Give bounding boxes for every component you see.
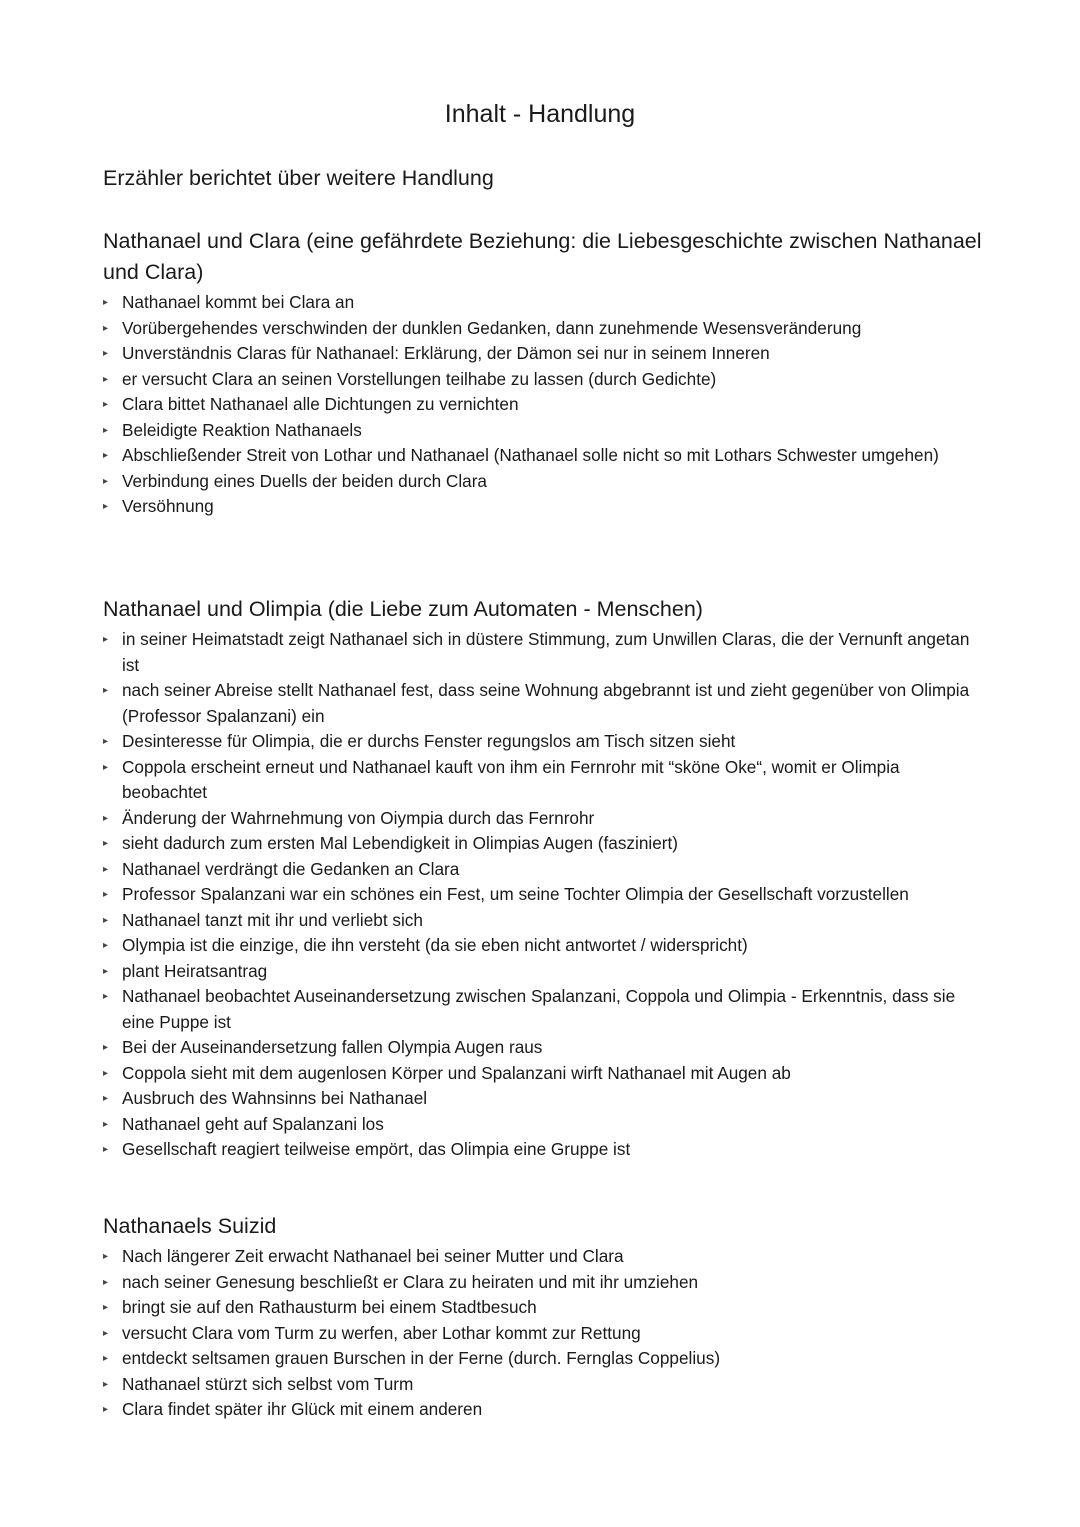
- list-item-text: Beleidigte Reaktion Nathanaels: [122, 419, 362, 440]
- list-item: [103, 1244, 983, 1270]
- list-item-text: Gesellschaft reagiert teilweise empört, das Olimpia eine Gruppe ist: [122, 1139, 631, 1159]
- list-item: [103, 469, 983, 495]
- list-item: [103, 1295, 983, 1321]
- bullet-icon: ▸: [103, 889, 109, 900]
- bullet-icon: ▸: [103, 450, 109, 461]
- list-item-text: nach seiner Genesung beschließt er Clara zu heiraten und mit ihr umziehen: [122, 1271, 699, 1292]
- list-item: [103, 806, 983, 832]
- list-item-text: Nathanael tanzt mit ihr und verliebt sich: [122, 909, 423, 930]
- bullet-icon: ▸: [103, 991, 109, 1002]
- bullet-icon: ▸: [103, 348, 109, 359]
- list-item: [103, 392, 983, 418]
- bullet-icon: ▸: [103, 812, 109, 824]
- list-item-text: Unverständnis Claras für Nathanael: Erklärung, der Dämon sei nur in seinem Inneren: [122, 343, 770, 363]
- bullet-icon: ▸: [103, 863, 109, 875]
- list-item: [103, 933, 983, 959]
- list-item: [103, 984, 983, 1035]
- list-item-text: bringt sie auf den Rathausturm bei einem Stadtbesuch: [122, 1297, 537, 1317]
- list-item: [103, 678, 983, 729]
- list-item: [103, 1086, 983, 1112]
- list-item-text: entdeckt seltsamen grauen Burschen in der Ferne (durch. Fernglas Coppelius): [122, 1348, 721, 1368]
- list-item-text: Nathanael kommt bei Clara an: [122, 292, 355, 312]
- bullet-icon: ▸: [103, 1118, 109, 1130]
- bullet-icon: ▸: [103, 424, 109, 436]
- list-item: [103, 1321, 983, 1347]
- list-item: [103, 857, 983, 883]
- bullet-list: [103, 1244, 983, 1423]
- page-title: Inhalt - Handlung: [444, 100, 636, 128]
- list-item: [103, 290, 983, 316]
- bullet-icon: ▸: [103, 1042, 109, 1053]
- bullet-icon: ▸: [103, 736, 109, 747]
- bullet-icon: ▸: [103, 501, 109, 512]
- list-item-text: Verbindung eines Duells der beiden durch Clara: [122, 470, 487, 491]
- list-item: [103, 627, 983, 678]
- list-item: [103, 729, 983, 755]
- bullet-icon: ▸: [103, 634, 109, 645]
- list-item: [103, 1397, 983, 1423]
- list-item: [103, 316, 983, 342]
- bullet-icon: ▸: [103, 761, 109, 773]
- list-item: [103, 1346, 983, 1372]
- list-item-text: er versucht Clara an seinen Vorstellungen teilhabe zu lassen (durch Gedichte): [122, 368, 717, 389]
- bullet-icon: ▸: [103, 838, 109, 849]
- list-item: [103, 1270, 983, 1296]
- list-item-text: Abschließender Streit von Lothar und Nathanael (Nathanael solle nicht so mit Lothars Schwester umgehen): [122, 445, 939, 465]
- bullet-icon: ▸: [103, 399, 109, 410]
- bullet-icon: ▸: [103, 1404, 109, 1415]
- bullet-icon: ▸: [103, 373, 109, 385]
- list-item: [103, 418, 983, 444]
- list-item-text: nach seiner Abreise stellt Nathanael fest, dass seine Wohnung abgebrannt ist und zieht gegenüber von Olimpia (Professor Spalanzani) ein: [122, 680, 970, 726]
- list-item-text: Coppola sieht mit dem augenlosen Körper und Spalanzani wirft Nathanael mit Augen ab: [122, 1062, 791, 1083]
- list-item: [103, 494, 983, 520]
- list-item-text: Clara bittet Nathanael alle Dichtungen zu vernichten: [122, 394, 519, 414]
- bullet-icon: ▸: [103, 1144, 109, 1155]
- intro-text: Erzähler berichtet über weitere Handlung: [103, 166, 494, 190]
- bullet-icon: ▸: [103, 475, 109, 487]
- bullet-icon: ▸: [103, 1353, 109, 1364]
- section-nathanael-clara: [103, 226, 983, 520]
- list-item: [103, 443, 983, 469]
- list-item: [103, 1372, 983, 1398]
- list-item-text: Bei der Auseinandersetzung fallen Olympia Augen raus: [122, 1037, 543, 1057]
- bullet-icon: ▸: [103, 965, 109, 977]
- list-item: [103, 1035, 983, 1061]
- bullet-icon: ▸: [103, 685, 109, 696]
- bullet-icon: ▸: [103, 1302, 109, 1313]
- list-item-text: plant Heiratsantrag: [122, 960, 268, 981]
- list-item: [103, 341, 983, 367]
- section-nathanael-olimpia: [103, 594, 983, 1163]
- list-item-text: Professor Spalanzani war ein schönes ein Fest, um seine Tochter Olimpia der Gesellschaft vorzustellen: [122, 884, 909, 904]
- list-item-text: Coppola erscheint erneut und Nathanael kauft von ihm ein Fernrohr mit “sköne Oke“, womit er Olimpia beobachtet: [122, 756, 900, 802]
- list-item: [103, 755, 983, 806]
- list-item: [103, 1112, 983, 1138]
- list-item-text: Olympia ist die einzige, die ihn versteht (da sie eben nicht antwortet / widerspricht): [122, 935, 748, 955]
- list-item-text: Nathanael beobachtet Auseinandersetzung zwischen Spalanzani, Coppola und Olimpia - Erkenntnis, dass sie eine Puppe ist: [122, 986, 956, 1032]
- list-item: [103, 959, 983, 985]
- bullet-icon: ▸: [103, 322, 109, 334]
- section-nathanaels-suizid: [103, 1211, 983, 1423]
- bullet-icon: ▸: [103, 1276, 109, 1288]
- bullet-icon: ▸: [103, 297, 109, 308]
- list-item: [103, 367, 983, 393]
- bullet-list: [103, 290, 983, 520]
- list-item: [103, 1137, 983, 1163]
- section-heading: Nathanaels Suizid: [103, 1214, 277, 1238]
- list-item: [103, 908, 983, 934]
- bullet-icon: ▸: [103, 1067, 109, 1079]
- list-item-text: Desinteresse für Olimpia, die er durchs Fenster regungslos am Tisch sitzen sieht: [122, 731, 736, 751]
- list-item-text: Änderung der Wahrnehmung von Oiympia durch das Fernrohr: [122, 807, 595, 828]
- list-item: [103, 882, 983, 908]
- bullet-icon: ▸: [103, 914, 109, 926]
- list-item-text: Nathanael verdrängt die Gedanken an Clara: [122, 858, 460, 879]
- list-item-text: in seiner Heimatstadt zeigt Nathanael sich in düstere Stimmung, zum Unwillen Claras, die der Vernunft angetan ist: [122, 629, 970, 675]
- list-item-text: Versöhnung: [122, 496, 214, 516]
- list-item-text: Clara findet später ihr Glück mit einem anderen: [122, 1399, 483, 1419]
- list-item-text: Vorübergehendes verschwinden der dunklen Gedanken, dann zunehmende Wesensveränderung: [122, 317, 862, 338]
- section-heading: Nathanael und Olimpia (die Liebe zum Automaten - Menschen): [103, 597, 703, 621]
- list-item-text: Nathanael stürzt sich selbst vom Turm: [122, 1373, 414, 1394]
- list-item-text: versucht Clara vom Turm zu werfen, aber Lothar kommt zur Rettung: [122, 1322, 641, 1343]
- bullet-list: [103, 627, 983, 1163]
- list-item: [103, 1061, 983, 1087]
- list-item: [103, 831, 983, 857]
- list-item-text: Nach längerer Zeit erwacht Nathanael bei seiner Mutter und Clara: [122, 1246, 624, 1266]
- bullet-icon: ▸: [103, 940, 109, 951]
- bullet-icon: ▸: [103, 1327, 109, 1339]
- list-item-text: Ausbruch des Wahnsinns bei Nathanael: [122, 1088, 428, 1108]
- section-heading: Nathanael und Clara (eine gefährdete Beziehung: die Liebesgeschichte zwischen Nathanael und Clara): [103, 229, 982, 284]
- list-item-text: sieht dadurch zum ersten Mal Lebendigkeit in Olimpias Augen (fasziniert): [122, 833, 679, 853]
- list-item-text: Nathanael geht auf Spalanzani los: [122, 1113, 384, 1134]
- bullet-icon: ▸: [103, 1378, 109, 1390]
- bullet-icon: ▸: [103, 1093, 109, 1104]
- bullet-icon: ▸: [103, 1251, 109, 1262]
